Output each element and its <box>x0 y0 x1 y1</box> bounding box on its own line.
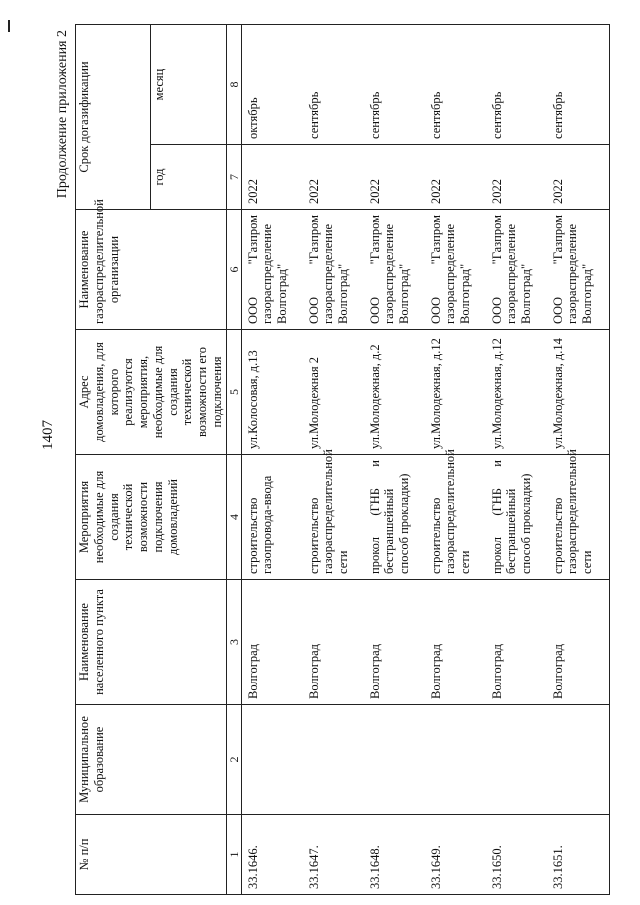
cell-num: 33.1651. <box>547 815 610 895</box>
table-header <box>76 25 242 895</box>
cell-settlement: Волгоград <box>486 580 547 705</box>
cell-measure: строительство газораспределительной сети <box>303 455 364 580</box>
table-row <box>486 25 547 895</box>
table-row <box>425 25 486 895</box>
cell-num: 33.1650. <box>486 815 547 895</box>
column-number-row <box>226 25 241 895</box>
cell-org: ООО "Газпром газораспределение Волгоград" <box>547 210 610 330</box>
header-year: год <box>151 145 226 210</box>
cell-measure: строительство газораспределительной сети <box>547 455 610 580</box>
cell-month: сентябрь <box>547 25 610 145</box>
cell-num: 33.1647. <box>303 815 364 895</box>
cell-municipality <box>547 705 610 815</box>
cell-municipality <box>241 705 303 815</box>
page-number: 1407 <box>40 420 56 450</box>
cell-year: 2022 <box>425 145 486 210</box>
table-row <box>547 25 610 895</box>
gasification-table <box>75 24 610 895</box>
cell-municipality <box>425 705 486 815</box>
cell-org: ООО "Газпром газораспределение Волгоград" <box>303 210 364 330</box>
cell-municipality <box>364 705 425 815</box>
cell-org: ООО "Газпром газораспределение Волгоград" <box>241 210 303 330</box>
header-distributor: Наименование газораспределительной организации <box>76 210 227 330</box>
header-address: Адрес домовладения, для которого реализуются мероприятия, необходимые для создания технической возможности его подключения <box>76 330 227 455</box>
cell-address: ул.Молодежная, д.14 <box>547 330 610 455</box>
table-body <box>241 25 609 895</box>
column-number: 6 <box>226 210 241 330</box>
cell-address: ул.Молодежная, д.2 <box>364 330 425 455</box>
cell-num: 33.1646. <box>241 815 303 895</box>
header-measures: Мероприятия необходимые для создания технической возможности подключения домовладений <box>76 455 227 580</box>
table-row <box>303 25 364 895</box>
header-term: Срок догазификации <box>76 25 151 210</box>
table-row <box>364 25 425 895</box>
cell-settlement: Волгоград <box>241 580 303 705</box>
cell-address: ул.Молодежная 2 <box>303 330 364 455</box>
header-num: № п/п <box>76 815 227 895</box>
header-municipality: Муниципальное образование <box>76 705 227 815</box>
cell-settlement: Волгоград <box>303 580 364 705</box>
cell-month: сентябрь <box>303 25 364 145</box>
appendix-caption: Продолжение приложения 2 <box>55 30 70 199</box>
cell-month: сентябрь <box>486 25 547 145</box>
cell-org: ООО "Газпром газораспределение Волгоград" <box>364 210 425 330</box>
cell-settlement: Волгоград <box>364 580 425 705</box>
cell-address: ул.Молодежная, д.12 <box>486 330 547 455</box>
scan-mark <box>8 20 10 32</box>
cell-municipality <box>303 705 364 815</box>
cell-year: 2022 <box>364 145 425 210</box>
cell-month: сентябрь <box>364 25 425 145</box>
cell-num: 33.1648. <box>364 815 425 895</box>
column-number: 8 <box>226 25 241 145</box>
column-number: 3 <box>226 580 241 705</box>
column-number: 7 <box>226 145 241 210</box>
cell-measure: строительство газораспределительной сети <box>425 455 486 580</box>
cell-org: ООО "Газпром газораспределение Волгоград" <box>425 210 486 330</box>
column-number: 1 <box>226 815 241 895</box>
column-number: 5 <box>226 330 241 455</box>
cell-settlement: Волгоград <box>547 580 610 705</box>
column-number: 2 <box>226 705 241 815</box>
cell-settlement: Волгоград <box>425 580 486 705</box>
cell-municipality <box>486 705 547 815</box>
cell-year: 2022 <box>547 145 610 210</box>
cell-measure: прокол (ГНБ и бестраншейный способ прокладки) <box>364 455 425 580</box>
cell-org: ООО "Газпром газораспределение Волгоград" <box>486 210 547 330</box>
column-number: 4 <box>226 455 241 580</box>
cell-month: октябрь <box>241 25 303 145</box>
cell-year: 2022 <box>241 145 303 210</box>
cell-measure: строительство газопровода-ввода <box>241 455 303 580</box>
header-settlement: Наименование населенного пункта <box>76 580 227 705</box>
cell-year: 2022 <box>486 145 547 210</box>
table-row <box>241 25 303 895</box>
header-month: месяц <box>151 25 226 145</box>
cell-address: ул.Молодежная, д.12 <box>425 330 486 455</box>
cell-address: ул.Колосовая, д.13 <box>241 330 303 455</box>
cell-month: сентябрь <box>425 25 486 145</box>
cell-measure: прокол (ГНБ и бестраншейный способ прокладки) <box>486 455 547 580</box>
cell-year: 2022 <box>303 145 364 210</box>
cell-num: 33.1649. <box>425 815 486 895</box>
